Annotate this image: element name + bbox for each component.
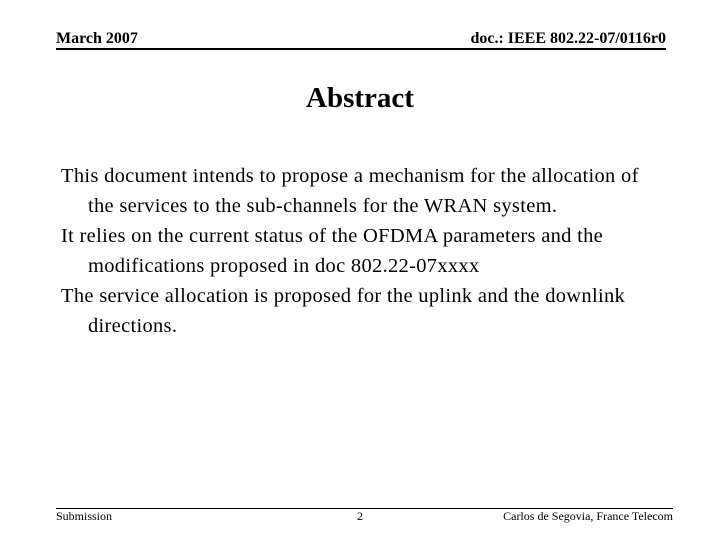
abstract-paragraph-1: This document intends to propose a mechanism for the allocation of the services to the sub-channels for the WRAN system. bbox=[61, 165, 639, 217]
header-doc-id: doc.: IEEE 802.22-07/0116r0 bbox=[470, 30, 666, 47]
footer-author: Carlos de Segovia, France Telecom bbox=[503, 509, 673, 523]
abstract-paragraph-2: It relies on the current status of the OFDMA parameters and the modifications proposed in doc 802.22-07xxxx bbox=[61, 225, 604, 277]
footer-submission: Submission bbox=[56, 509, 113, 523]
header-divider bbox=[56, 48, 666, 50]
slide-title: Abstract bbox=[306, 82, 414, 114]
footer-page-number: 2 bbox=[357, 509, 363, 523]
abstract-paragraph-3: The service allocation is proposed for the uplink and the downlink directions. bbox=[61, 285, 626, 337]
abstract-body bbox=[61, 161, 661, 341]
header-date: March 2007 bbox=[56, 30, 138, 47]
